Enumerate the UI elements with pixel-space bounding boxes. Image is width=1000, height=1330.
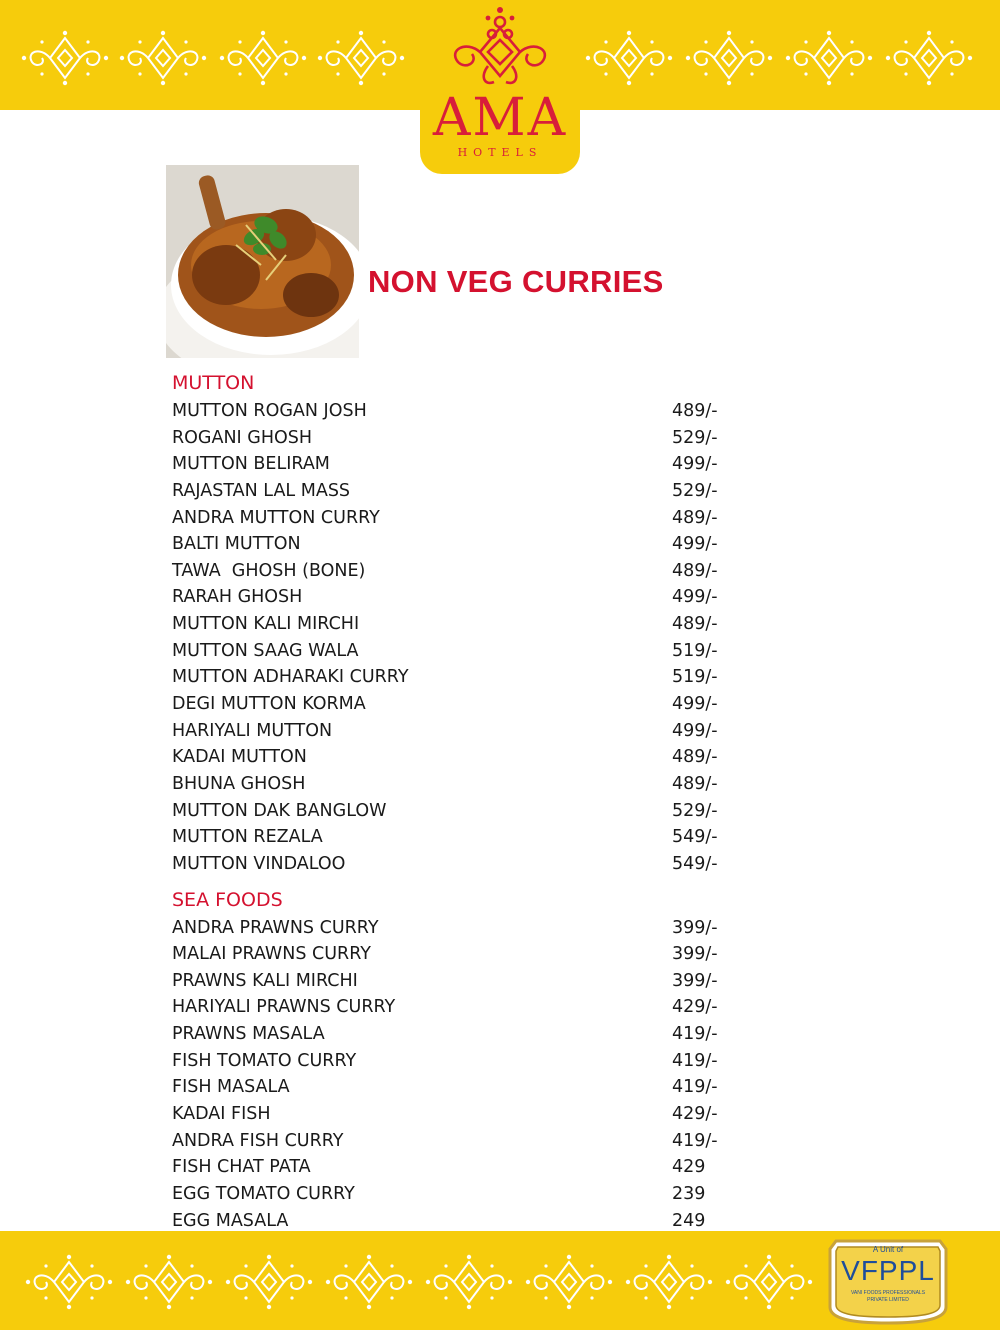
menu-item: [172, 1128, 732, 1155]
rangoli-ornament-icon: [316, 30, 406, 86]
menu-item: [172, 968, 732, 995]
ama-logo-icon: [420, 0, 580, 100]
menu-item-name: PRAWNS MASALA: [172, 1024, 325, 1045]
menu-item-price: 489/-: [672, 747, 718, 768]
rangoli-ornament-icon: [424, 1254, 514, 1310]
menu-item-price: 489/-: [672, 773, 718, 794]
menu-item-name: DEGI MUTTON KORMA: [172, 694, 366, 715]
menu-item-name: MUTTON BELIRAM: [172, 454, 330, 475]
menu-item: [172, 941, 732, 968]
menu-item: [172, 451, 732, 478]
menu-item: [172, 691, 732, 718]
menu-item: [172, 531, 732, 558]
menu-item-price: 239: [672, 1183, 706, 1204]
menu-item: [172, 611, 732, 638]
rangoli-ornament-icon: [724, 1254, 814, 1310]
menu-item: [172, 1181, 732, 1208]
menu-item-name: HARIYALI MUTTON: [172, 720, 333, 741]
menu-item-name: MUTTON ROGAN JOSH: [172, 401, 367, 421]
menu-item-price: 419/-: [672, 1050, 718, 1071]
menu-item-price: 499/-: [672, 587, 718, 608]
menu-item-price: 549/-: [672, 853, 718, 874]
menu-item-price: 429/-: [672, 1104, 718, 1125]
menu-item: [172, 718, 732, 745]
menu-item: [172, 1074, 732, 1101]
menu-item-name: MUTTON ADHARAKI CURRY: [172, 667, 409, 688]
menu-item-price: 499/-: [672, 534, 718, 555]
menu-item: [172, 771, 732, 798]
menu-item: [172, 744, 732, 771]
rangoli-ornament-icon: [784, 30, 874, 86]
menu-item: [172, 1021, 732, 1048]
menu-item-price: 519/-: [672, 640, 718, 661]
vfppl-unit-label: A Unit of: [872, 1245, 904, 1254]
menu-item-name: MUTTON REZALA: [172, 827, 323, 848]
menu-item-price: 419/-: [672, 1130, 718, 1151]
rangoli-ornament-icon: [218, 30, 308, 86]
menu-item-price: 519/-: [672, 667, 718, 688]
menu-item-price: 429: [672, 1157, 706, 1178]
menu-item-name: MALAI PRAWNS CURRY: [172, 944, 371, 965]
rangoli-ornament-icon: [224, 1254, 314, 1310]
menu-item-price: 399/-: [672, 944, 718, 965]
menu-item: [172, 851, 732, 878]
menu-item: [172, 1154, 732, 1181]
menu-item-name: ANDRA FISH CURRY: [172, 1130, 344, 1151]
vfppl-fullname: VANI FOODS PROFESSIONALS PRIVATE LIMITED: [850, 1290, 926, 1303]
menu-item-name: HARIYALI PRAWNS CURRY: [172, 997, 396, 1018]
section-title: SEA FOODS: [172, 888, 283, 911]
menu-item-price: 549/-: [672, 827, 718, 848]
menu-item-price: 249: [672, 1210, 706, 1231]
rangoli-ornament-icon: [124, 1254, 214, 1310]
menu-item-price: 529/-: [672, 427, 718, 448]
menu-item-price: 529/-: [672, 800, 718, 821]
menu-item-name: PRAWNS KALI MIRCHI: [172, 970, 358, 991]
menu-item-name: RARAH GHOSH: [172, 587, 303, 608]
menu-item: [172, 398, 732, 425]
menu-item-price: 489/-: [672, 614, 718, 635]
menu-item-name: MUTTON DAK BANGLOW: [172, 800, 387, 821]
menu-item-name: ROGANI GHOSH: [172, 427, 313, 448]
brand-subtitle: HOTELS: [457, 146, 543, 159]
menu-item-price: 499/-: [672, 454, 718, 475]
menu-item-name: MUTTON KALI MIRCHI: [172, 614, 360, 635]
rangoli-ornament-icon: [118, 30, 208, 86]
section-spacer: [172, 878, 732, 885]
rangoli-ornament-icon: [584, 30, 674, 86]
menu-item-price: 419/-: [672, 1077, 718, 1098]
section-title: MUTTON: [172, 372, 255, 394]
menu-item: [172, 1208, 732, 1235]
menu-item: [172, 798, 732, 825]
menu-item: [172, 664, 732, 691]
menu-item-price: 489/-: [672, 401, 718, 421]
menu-item: [172, 915, 732, 942]
menu-item-name: FISH CHAT PATA: [172, 1157, 311, 1178]
menu-item-name: KADAI FISH: [172, 1104, 271, 1125]
menu-item: [172, 478, 732, 505]
menu-item-name: RAJASTAN LAL MASS: [172, 480, 351, 501]
menu-item-name: FISH MASALA: [172, 1077, 290, 1098]
menu-item: [172, 425, 732, 452]
curry-photo: [166, 165, 359, 358]
menu-item: [172, 1048, 732, 1075]
menu-item-name: BALTI MUTTON: [172, 534, 301, 555]
menu-item-name: MUTTON VINDALOO: [172, 853, 346, 874]
menu-item-price: 399/-: [672, 970, 718, 991]
menu-item-price: 419/-: [672, 1024, 718, 1045]
menu-item-price: 489/-: [672, 507, 718, 528]
menu-item-price: 499/-: [672, 720, 718, 741]
menu-item-price: 529/-: [672, 480, 718, 501]
menu-item-name: KADAI MUTTON: [172, 747, 307, 768]
menu-item: [172, 584, 732, 611]
menu-item: [172, 638, 732, 665]
menu-item-price: 489/-: [672, 560, 718, 581]
rangoli-ornament-icon: [524, 1254, 614, 1310]
menu-item-price: 499/-: [672, 694, 718, 715]
rangoli-ornament-icon: [624, 1254, 714, 1310]
brand-name: AMA: [432, 88, 568, 148]
rangoli-ornament-icon: [324, 1254, 414, 1310]
rangoli-ornament-icon: [884, 30, 974, 86]
menu-item: [172, 1101, 732, 1128]
menu-item-name: TAWA GHOSH (BONE): [172, 560, 366, 581]
menu-item-name: ANDRA MUTTON CURRY: [172, 507, 380, 528]
menu-list: [172, 368, 732, 1234]
hotel-logo: [420, 0, 580, 174]
rangoli-ornament-icon: [24, 1254, 114, 1310]
rangoli-ornament-icon: [684, 30, 774, 86]
menu-item-name: BHUNA GHOSH: [172, 773, 306, 794]
menu-item-name: MUTTON SAAG WALA: [172, 640, 359, 661]
menu-item-price: 429/-: [672, 997, 718, 1018]
menu-item-name: FISH TOMATO CURRY: [172, 1050, 357, 1071]
menu-item: [172, 505, 732, 532]
vfppl-name: VFPPL: [841, 1255, 935, 1286]
page-title: NON VEG CURRIES: [368, 264, 664, 299]
rangoli-ornament-icon: [20, 30, 110, 86]
menu-item: [172, 824, 732, 851]
menu-item-name: EGG MASALA: [172, 1210, 289, 1231]
menu-item: [172, 558, 732, 585]
menu-item: [172, 994, 732, 1021]
menu-item-name: ANDRA PRAWNS CURRY: [172, 917, 379, 938]
menu-item-name: EGG TOMATO CURRY: [172, 1183, 355, 1204]
menu-item-price: 399/-: [672, 917, 718, 938]
